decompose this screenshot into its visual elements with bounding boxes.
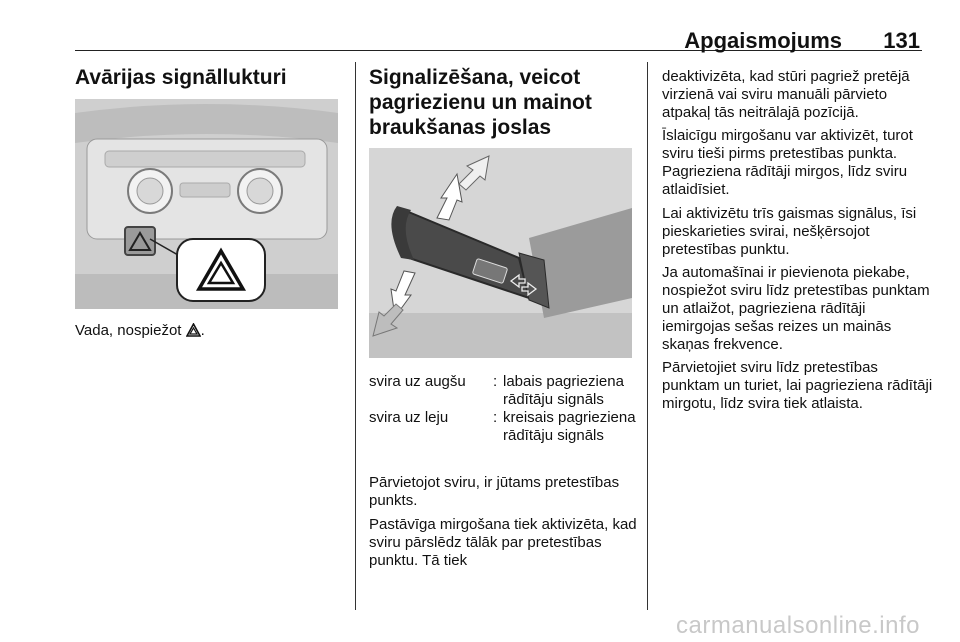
definition-term: svira uz leju bbox=[369, 409, 449, 426]
body-paragraph: Īslaicīgu mirgošanu var aktivizēt, turot sviru tieši pirms pretestības punkta. Pagrieziena rādītāji mirgos, līdz sviru atlaidīsiet. bbox=[662, 127, 913, 198]
body-paragraph: deaktivizēta, kad stūri pagriež pretējā virzienā vai sviru manuāli pārvieto atpakaļ tās neitrālajā pozīcijā. bbox=[662, 68, 910, 121]
body-paragraph: Pārvietojiet sviru līdz pretestības punktam un turiet, lai pagrieziena rādītāji mirgotu, līdz svira tiek atlaista. bbox=[662, 359, 933, 412]
hazard-triangle-icon bbox=[186, 323, 201, 342]
body-paragraph: Pastāvīga mirgošana tiek aktivizēta, kad sviru pārslēdz tālāk par pretestības punktu. Tā tiek bbox=[369, 516, 637, 569]
column-divider bbox=[647, 62, 648, 610]
turn-signal-lever-figure bbox=[369, 148, 632, 358]
body-paragraph: Lai aktivizētu trīs gaismas signālus, īsi pieskarieties svirai, nešķērsojot pretestības punktu. bbox=[662, 205, 917, 258]
page-number: 131 bbox=[883, 28, 920, 53]
page-title: Apgaismojums bbox=[684, 28, 842, 53]
hazard-switch-figure bbox=[75, 99, 338, 309]
lever-illustration bbox=[369, 148, 632, 358]
definition-term: svira uz augšu bbox=[369, 373, 466, 390]
lever-direction-list bbox=[369, 373, 648, 445]
section-heading-hazard: Avārijas signāllukturi bbox=[75, 66, 287, 89]
definition-separator: : bbox=[493, 373, 498, 390]
definition-row bbox=[369, 409, 648, 445]
hazard-caption: Vada, nospiežot . bbox=[75, 322, 345, 342]
dashboard-illustration bbox=[75, 99, 338, 309]
definition-separator: : bbox=[493, 409, 498, 426]
definition-description: labais pagrieziena rādītāju signāls bbox=[503, 373, 624, 408]
site-watermark: carmanualsonline.info bbox=[676, 612, 920, 639]
body-paragraph: Ja automašīnai ir pievienota piekabe, nospiežot sviru līdz pretestības punktam un atlaižot, pagrieziena rādītāji iemirgojas sešas reizes un mainās skaņas frekvence. bbox=[662, 264, 930, 353]
page-header bbox=[75, 22, 922, 51]
column-divider bbox=[355, 62, 356, 610]
section-heading-turn-signals: Signalizēšana, veicot pagriezienu un mainot braukšanas joslas bbox=[369, 66, 592, 139]
body-paragraph: Pārvietojot sviru, ir jūtams pretestības punkts. bbox=[369, 474, 620, 509]
definition-description: kreisais pagrieziena rādītāju signāls bbox=[503, 409, 636, 444]
definition-row bbox=[369, 373, 648, 409]
